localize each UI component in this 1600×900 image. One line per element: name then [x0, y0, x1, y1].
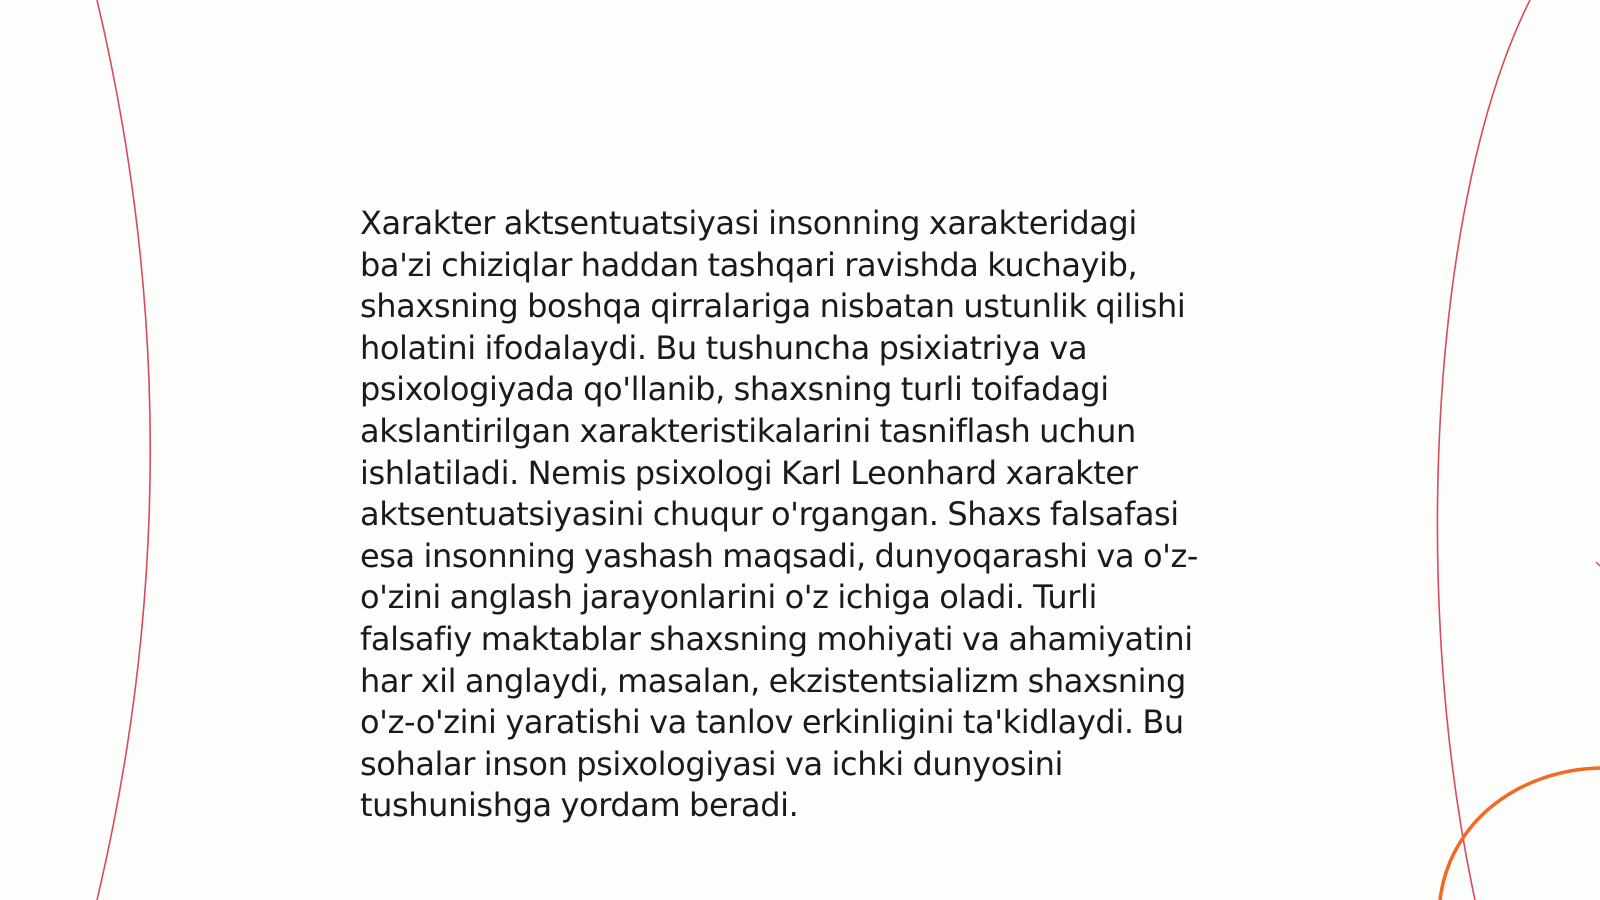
paragraph-line: psixologiyada qo'llanib, shaxsning turli toifadagi — [360, 370, 1109, 409]
paragraph-line: ba'zi chiziqlar haddan tashqari ravishda kuchayib, — [360, 245, 1138, 284]
paragraph-line: har xil anglaydi, masalan, ekzistentsializm shaxsning — [360, 661, 1186, 700]
paragraph-line: Xarakter aktsentuatsiyasi insonning xarakteridagi — [360, 204, 1137, 242]
paragraph-line: akslantirilgan xarakteristikalarini tasniflash uchun — [360, 411, 1136, 450]
paragraph-line: o'z-o'zini yaratishi va tanlov erkinligini ta'kidlaydi. Bu — [360, 703, 1184, 742]
left-red-arc — [97, 0, 150, 900]
paragraph-line: tushunishga yordam beradi. — [360, 786, 799, 825]
paragraph-line: shaxsning boshqa qirralariga nisbatan ustunlik qilishi — [360, 287, 1186, 326]
paragraph-line: o'zini anglash jarayonlarini o'z ichiga oladi. Turli — [360, 578, 1098, 617]
right-edge-mark — [1596, 562, 1600, 566]
paragraph-line: holatini ifodalaydi. Bu tushuncha psixiatriya va — [360, 328, 1088, 367]
paragraph-line: aktsentuatsiyasini chuqur o'rgangan. Shaxs falsafasi — [360, 495, 1179, 534]
right-red-arc — [1437, 0, 1530, 900]
body-paragraph — [360, 203, 1240, 827]
paragraph-line: sohalar inson psixologiyasi va ichki dunyosini — [360, 744, 1064, 783]
paragraph-line: esa insonning yashash maqsadi, dunyoqarashi va o'z- — [360, 536, 1199, 575]
paragraph-line: falsafiy maktablar shaxsning mohiyati va ahamiyatini — [360, 619, 1193, 658]
paragraph-line: ishlatiladi. Nemis psixologi Karl Leonhard xarakter — [360, 453, 1138, 492]
orange-circle-arc — [1440, 768, 1600, 900]
